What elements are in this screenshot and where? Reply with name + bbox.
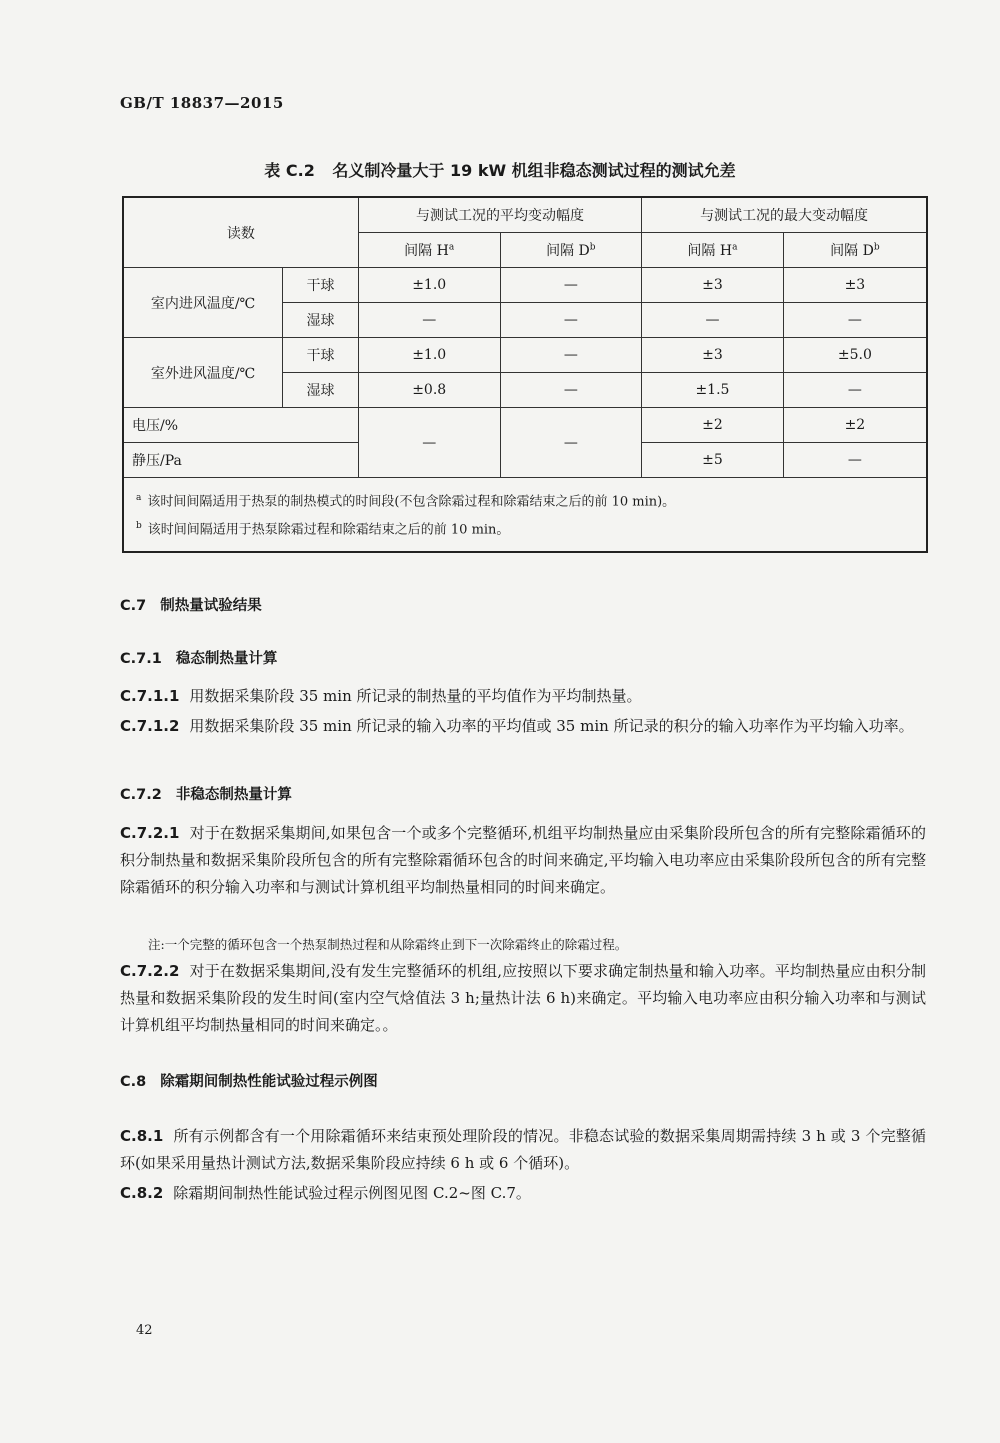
cell: ±3: [642, 268, 784, 303]
group-outdoor: 室外进风温度/℃: [123, 338, 283, 408]
label-voltage: 电压/%: [123, 408, 358, 443]
table-row: [123, 408, 927, 443]
cell: ±1.0: [358, 268, 500, 303]
table-row: [123, 338, 927, 373]
section-c722-paragraph: C.7.2.2 对于在数据采集期间,没有发生完整循环的机组,应按照以下要求确定制热量和输入功率。平均制热量应由积分制热量和数据采集阶段的发生时间(室内空气焓值法 3 h;量热计法 6 h)来确定。平均输入电功率应由积分输入功率和与测试计算机组平均制热量相同的时间来确定。。: [120, 962, 926, 1034]
cell: —: [500, 303, 642, 338]
header-avg-interval-d: 间隔 $D^b$: [500, 233, 642, 268]
header-max-interval-h: 间隔 $H^a$: [642, 233, 784, 268]
cell: —: [783, 303, 927, 338]
standard-code: GB/T 18837—2015: [120, 94, 284, 112]
cell: ±5: [642, 443, 784, 478]
group-indoor: 室内进风温度/℃: [123, 268, 283, 338]
section-c8-heading: C.8 除霜期间制热性能试验过程示例图: [120, 1074, 378, 1090]
header-avg-variation: 与测试工况的平均变动幅度: [358, 197, 641, 233]
cell: —: [783, 443, 927, 478]
cell: —: [500, 268, 642, 303]
label-dry-bulb: 干球: [283, 268, 359, 303]
header-reading: 读数: [123, 197, 358, 268]
cell: —: [358, 303, 500, 338]
label-static-pressure: 静压/Pa: [123, 443, 358, 478]
table-note-a: $^a$ 该时间间隔适用于热泵的制热模式的时间段(不包含除霜过程和除霜结束之后的前 10 min)。: [136, 493, 676, 510]
section-c72-heading: C.7.2 非稳态制热量计算: [120, 787, 292, 803]
table-caption-text: 名义制冷量大于 19 kW 机组非稳态测试过程的测试允差: [332, 161, 736, 180]
table-caption: [0, 158, 1000, 181]
header-max-variation: 与测试工况的最大变动幅度: [642, 197, 927, 233]
header-max-interval-d: 间隔 $D^b$: [783, 233, 927, 268]
section-c721-paragraph: C.7.2.1 对于在数据采集期间,如果包含一个或多个完整循环,机组平均制热量应由采集阶段所包含的所有完整除霜循环的积分制热量和数据采集阶段所包含的所有完整除霜循环包含的时间来确定,平均输入电功率应由采集阶段所包含的所有完整除霜循环的积分输入功率和与测试计算机组平均制热量相同的时间来确定。: [120, 824, 926, 896]
table-notes: [123, 478, 927, 552]
cell: —: [500, 338, 642, 373]
table-caption-label: 表 C.2: [264, 161, 315, 180]
table-row: [123, 268, 927, 303]
cell: ±1.0: [358, 338, 500, 373]
cell: —: [642, 303, 784, 338]
cell: ±1.5: [642, 373, 784, 408]
cell: —: [783, 373, 927, 408]
label-wet-bulb: 湿球: [283, 373, 359, 408]
cell: ±3: [783, 268, 927, 303]
section-c71-heading: C.7.1 稳态制热量计算: [120, 651, 278, 667]
cell: ±3: [642, 338, 784, 373]
page-number: 42: [136, 1323, 153, 1338]
section-c81-paragraph: C.8.1 所有示例都含有一个用除霜循环来结束预处理阶段的情况。非稳态试验的数据采集周期需持续 3 h 或 3 个完整循环(如果采用量热计测试方法,数据采集阶段应持续 6 h 或 6 个循环)。: [120, 1127, 926, 1172]
header-avg-interval-h: 间隔 $H^a$: [358, 233, 500, 268]
section-c7-heading: C.7 制热量试验结果: [120, 598, 262, 614]
tolerance-table: [122, 196, 928, 553]
section-c82-paragraph: C.8.2 除霜期间制热性能试验过程示例图见图 C.2~图 C.7。: [120, 1184, 531, 1202]
cell: ±0.8: [358, 373, 500, 408]
label-dry-bulb: 干球: [283, 338, 359, 373]
cell: —: [500, 373, 642, 408]
section-c711-paragraph: C.7.1.1 用数据采集阶段 35 min 所记录的制热量的平均值作为平均制热量。: [120, 687, 642, 705]
cell: ±5.0: [783, 338, 927, 373]
cell-merged: —: [500, 408, 642, 478]
table-note-b: $^b$ 该时间间隔适用于热泵除霜过程和除霜结束之后的前 10 min。: [136, 521, 510, 538]
section-note: 注:一个完整的循环包含一个热泵制热过程和从除霜终止到下一次除霜终止的除霜过程。: [148, 937, 628, 952]
label-wet-bulb: 湿球: [283, 303, 359, 338]
cell: ±2: [783, 408, 927, 443]
cell-merged: —: [358, 408, 500, 478]
section-c712-paragraph: C.7.1.2 用数据采集阶段 35 min 所记录的输入功率的平均值或 35 min 所记录的积分的输入功率作为平均输入功率。: [120, 717, 914, 735]
cell: ±2: [642, 408, 784, 443]
